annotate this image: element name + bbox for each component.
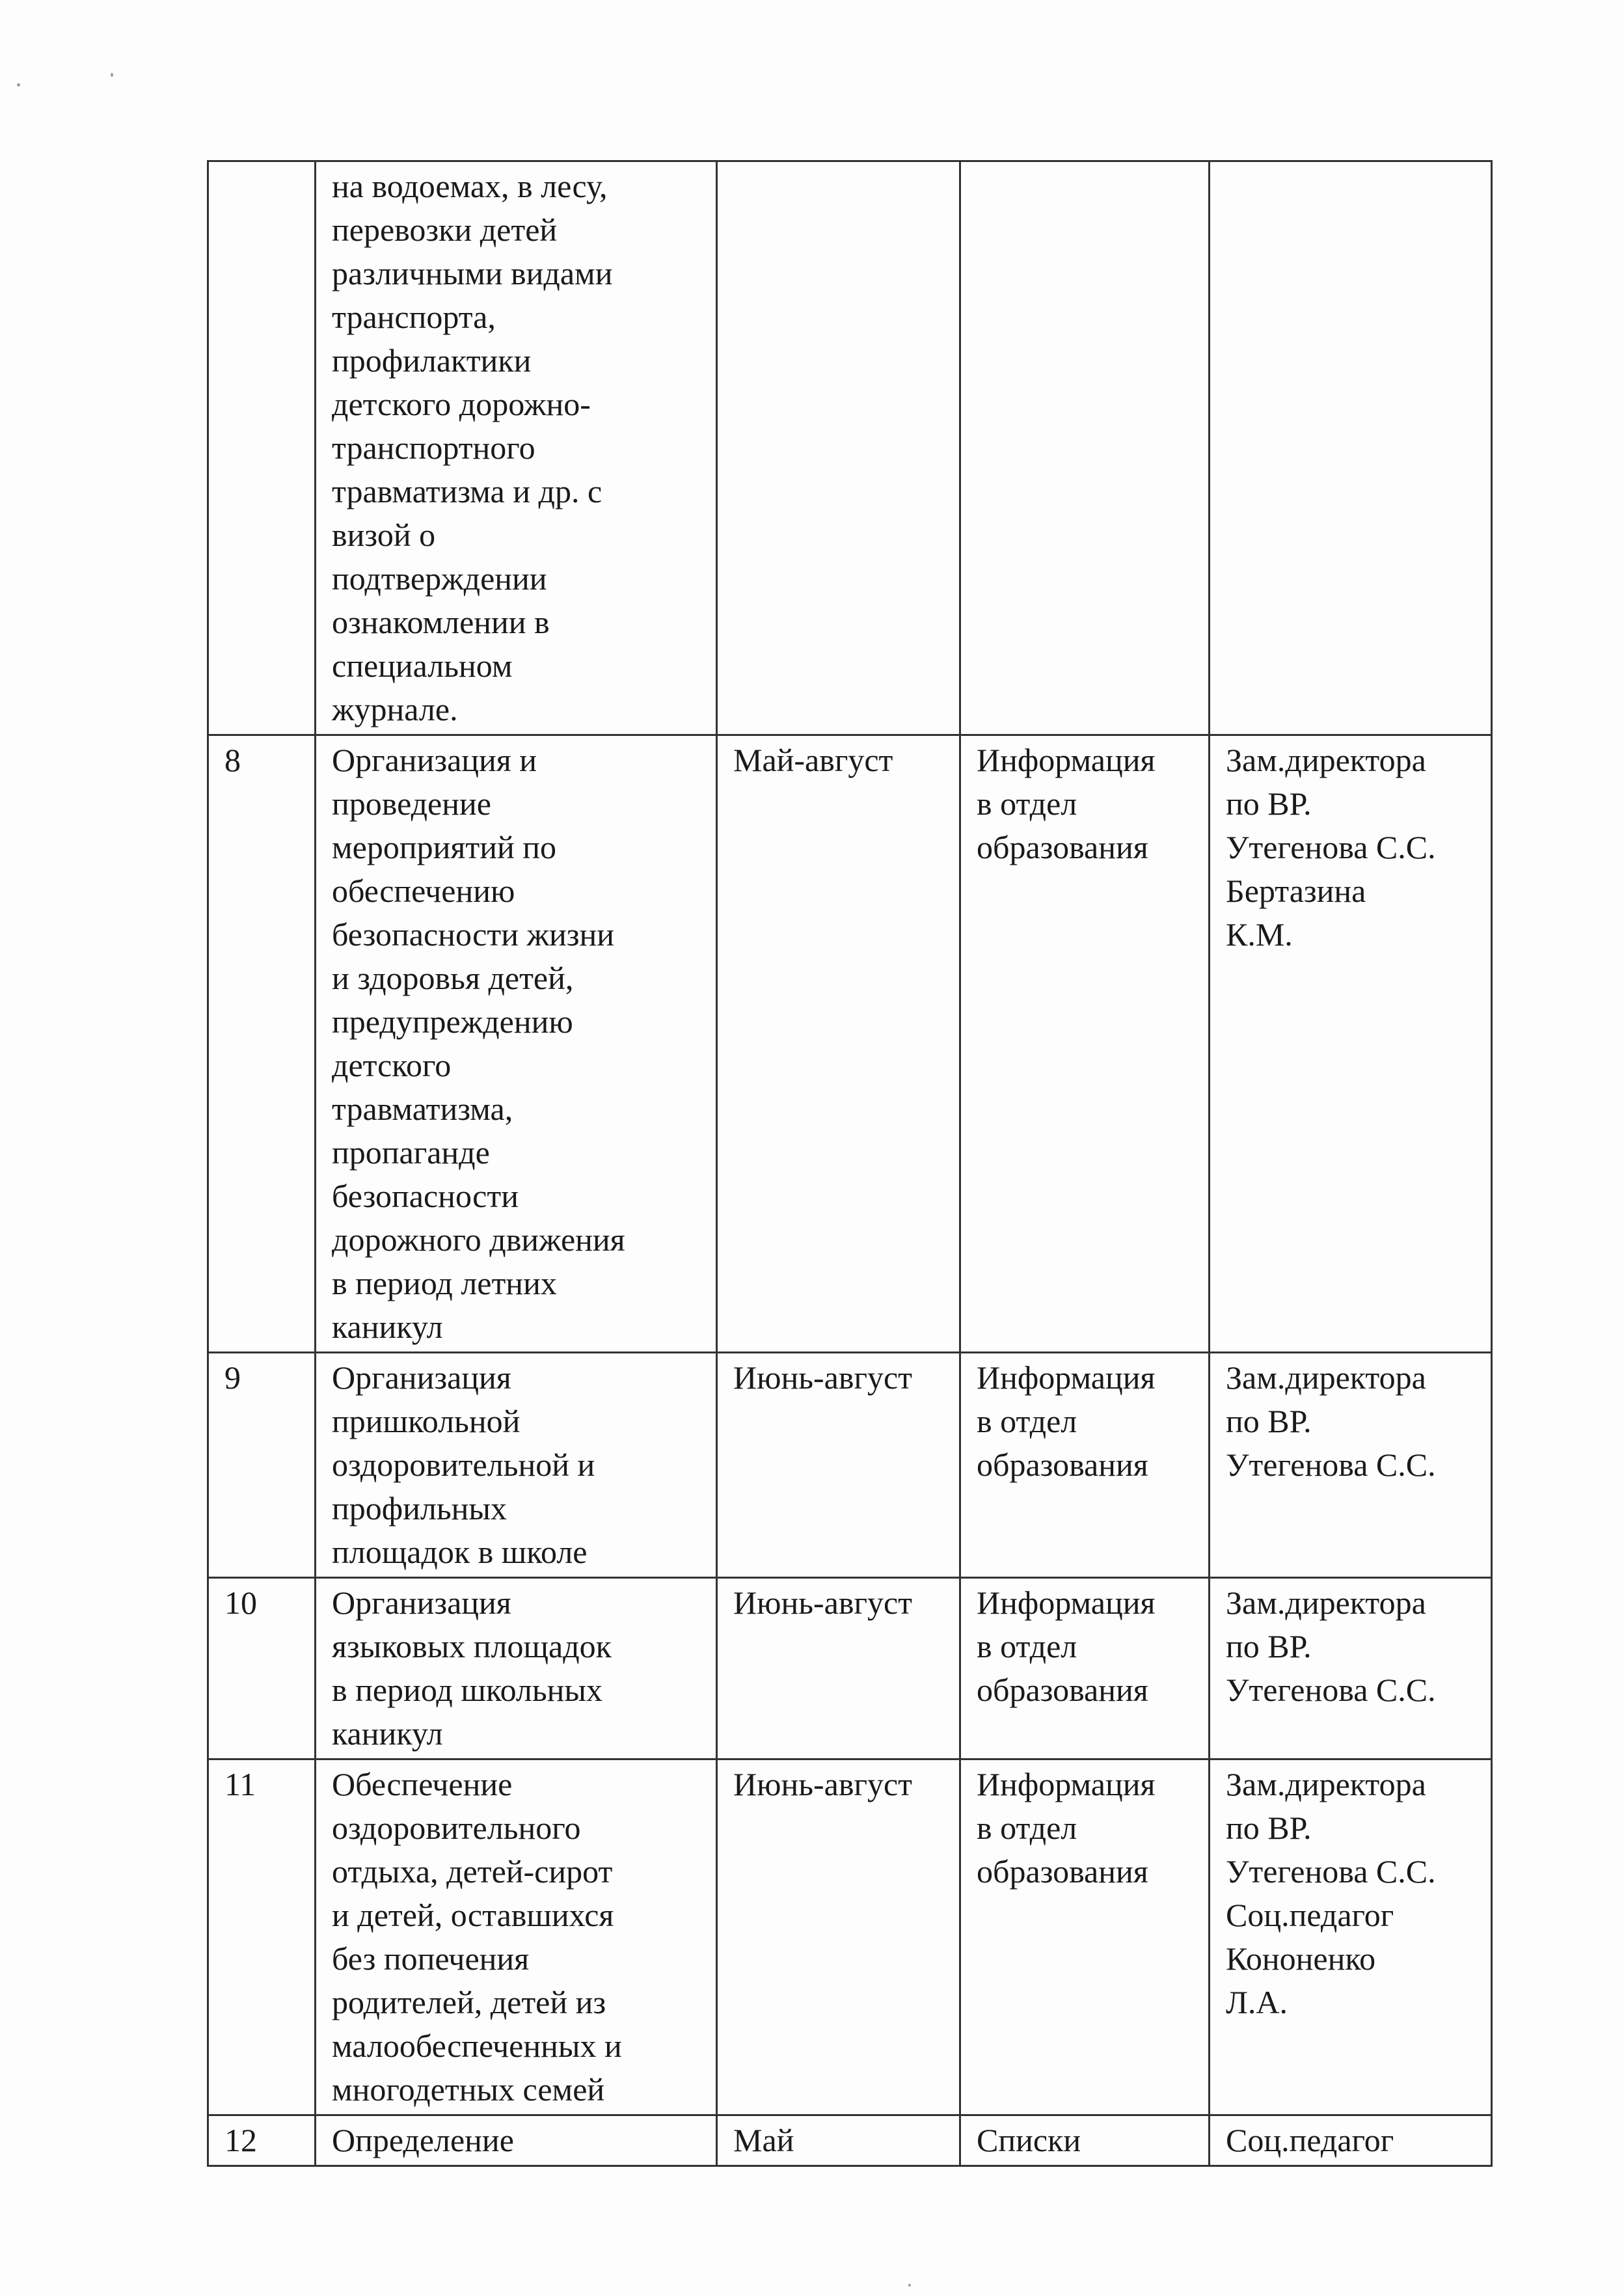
event-cell: Организация и проведение мероприятий по обеспечению безопасности жизни и здоровья детей, предупреждению детского травматизма, пропаганде безопасности дорожного движения в период летних каникул: [316, 735, 717, 1353]
row-number-cell: [208, 161, 316, 735]
activity-plan-table: [207, 160, 1493, 2167]
result-cell: Информация в отдел образования: [960, 1578, 1210, 1759]
result-cell: Информация в отдел образования: [960, 735, 1210, 1353]
table-row: [208, 2115, 1492, 2166]
period-cell: Май: [717, 2115, 960, 2166]
scan-speck: [908, 2284, 911, 2287]
responsible-cell: [1210, 161, 1492, 735]
row-number-cell: 10: [208, 1578, 316, 1759]
event-cell: Организация языковых площадок в период школьных каникул: [316, 1578, 717, 1759]
row-number-cell: 11: [208, 1759, 316, 2115]
scan-speck: [17, 83, 20, 87]
responsible-cell: Зам.директора по ВР. Утегенова С.С. Бертазина К.М.: [1210, 735, 1492, 1353]
table-row: [208, 735, 1492, 1353]
row-number-cell: 12: [208, 2115, 316, 2166]
responsible-cell: Зам.директора по ВР. Утегенова С.С. Соц.педагог Кононенко Л.А.: [1210, 1759, 1492, 2115]
responsible-cell: Зам.директора по ВР. Утегенова С.С.: [1210, 1353, 1492, 1578]
table-row: [208, 1353, 1492, 1578]
period-cell: Июнь-август: [717, 1578, 960, 1759]
event-cell: Определение: [316, 2115, 717, 2166]
period-cell: Май-август: [717, 735, 960, 1353]
row-number-cell: 9: [208, 1353, 316, 1578]
result-cell: Информация в отдел образования: [960, 1353, 1210, 1578]
table-row: [208, 1759, 1492, 2115]
row-number-cell: 8: [208, 735, 316, 1353]
period-cell: Июнь-август: [717, 1759, 960, 2115]
responsible-cell: Соц.педагог: [1210, 2115, 1492, 2166]
event-cell: на водоемах, в лесу, перевозки детей различными видами транспорта, профилактики детского дорожно- транспортного травматизма и др. с визой о подтверждении ознакомлении в специальном журнале.: [316, 161, 717, 735]
event-cell: Организация пришкольной оздоровительной и профильных площадок в школе: [316, 1353, 717, 1578]
result-cell: Списки: [960, 2115, 1210, 2166]
scan-speck: [111, 73, 113, 77]
result-cell: Информация в отдел образования: [960, 1759, 1210, 2115]
table-row: [208, 1578, 1492, 1759]
event-cell: Обеспечение оздоровительного отдыха, детей-сирот и детей, оставшихся без попечения родителей, детей из малообеспеченных и многодетных семей: [316, 1759, 717, 2115]
responsible-cell: Зам.директора по ВР. Утегенова С.С.: [1210, 1578, 1492, 1759]
period-cell: [717, 161, 960, 735]
period-cell: Июнь-август: [717, 1353, 960, 1578]
result-cell: [960, 161, 1210, 735]
table-row: [208, 161, 1492, 735]
